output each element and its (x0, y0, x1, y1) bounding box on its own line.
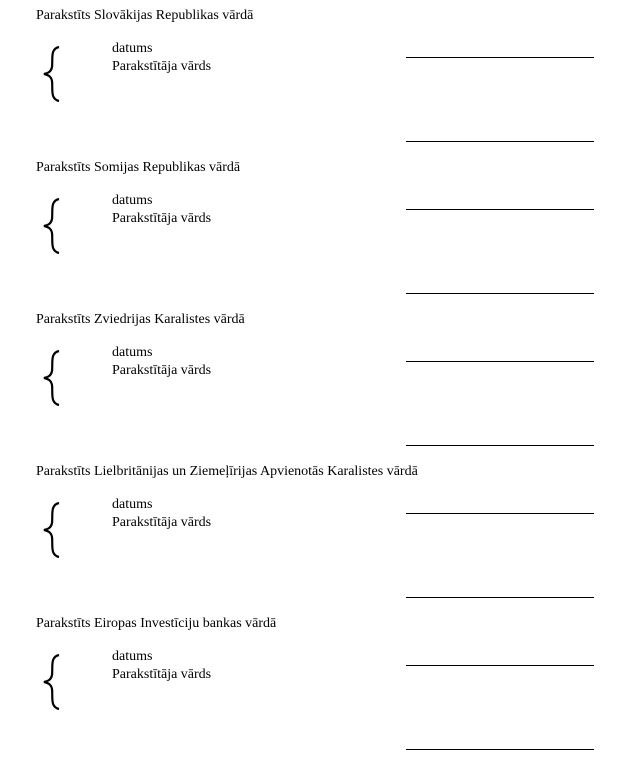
date-label: datums (112, 193, 153, 208)
date-signature-line[interactable] (406, 665, 594, 666)
signatory-name-label: Parakstītāja vārds (112, 59, 212, 74)
curly-brace-icon (40, 197, 66, 255)
signature-block-european-investment-bank (0, 616, 630, 756)
signature-line[interactable] (406, 141, 594, 142)
curly-brace-icon (40, 653, 66, 711)
signature-line[interactable] (406, 597, 594, 598)
signature-line[interactable] (406, 749, 594, 750)
date-label: datums (112, 497, 153, 512)
block-heading: Parakstīts Zviedrijas Karalistes vārdā (36, 312, 245, 327)
date-label: datums (112, 649, 153, 664)
date-signature-line[interactable] (406, 57, 594, 58)
block-heading: Parakstīts Lielbritānijas un Ziemeļīrijas Apvienotās Karalistes vārdā (36, 464, 418, 479)
date-signature-line[interactable] (406, 513, 594, 514)
date-signature-line[interactable] (406, 361, 594, 362)
date-label: datums (112, 41, 153, 56)
signatory-name-label: Parakstītāja vārds (112, 211, 212, 226)
curly-brace-icon (40, 501, 66, 559)
signature-block-finland (0, 160, 630, 300)
signature-block-united-kingdom (0, 464, 630, 604)
date-signature-line[interactable] (406, 209, 594, 210)
signatory-name-label: Parakstītāja vārds (112, 667, 212, 682)
date-label: datums (112, 345, 153, 360)
signature-line[interactable] (406, 445, 594, 446)
signature-block-slovakia (0, 8, 630, 148)
signature-block-sweden (0, 312, 630, 452)
curly-brace-icon (40, 45, 66, 103)
signatory-name-label: Parakstītāja vārds (112, 515, 212, 530)
signature-line[interactable] (406, 293, 594, 294)
signatory-name-label: Parakstītāja vārds (112, 363, 212, 378)
curly-brace-icon (40, 349, 66, 407)
block-heading: Parakstīts Slovākijas Republikas vārdā (36, 8, 254, 23)
block-heading: Parakstīts Eiropas Investīciju bankas vārdā (36, 616, 277, 631)
block-heading: Parakstīts Somijas Republikas vārdā (36, 160, 241, 175)
